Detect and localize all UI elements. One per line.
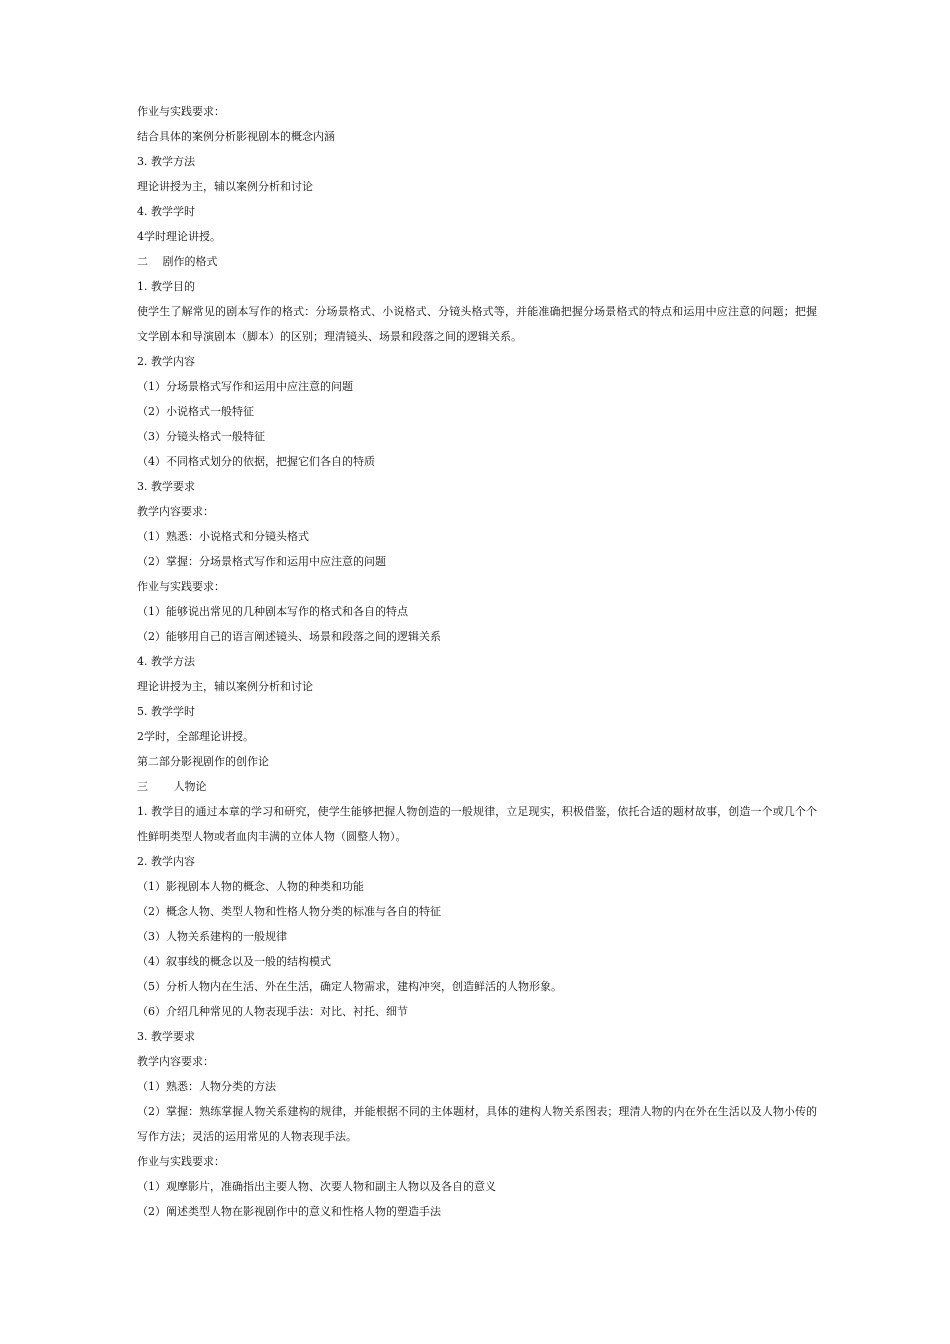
- list-item: （1）熟悉：人物分类的方法: [137, 1080, 276, 1093]
- list-item: （2）概念人物、类型人物和性格人物分类的标准与各自的特征: [137, 905, 441, 918]
- section-heading: 3. 教学方法: [137, 155, 195, 168]
- body-text: 4学时理论讲授。: [137, 230, 221, 243]
- list-item: （1）观摩影片，准确指出主要人物、次要人物和副主人物以及各自的意义: [137, 1180, 496, 1193]
- subheading: 教学内容要求：: [137, 1055, 214, 1068]
- section-heading: 2. 教学内容: [137, 355, 195, 368]
- body-paragraph: 使学生了解常见的剧本写作的格式：分场景格式、小说格式、分镜头格式等，并能准确把握分场景格式的特点和运用中应注意的问题；把握文学剧本和导演剧本（脚本）的区别；理清镜头、场景和段落之间的逻辑关系。: [137, 305, 817, 343]
- section-heading: 3. 教学要求: [137, 1030, 195, 1043]
- list-item: （5）分析人物内在生活、外在生活，确定人物需求，建构冲突，创造鲜活的人物形象。: [137, 980, 562, 993]
- body-paragraph: 1. 教学目的通过本章的学习和研究，使学生能够把握人物创造的一般规律，立足现实，积极借鉴，依托合适的题材故事，创造一个或几个个性鲜明类型人物或者血肉丰满的立体人物（圆整人物）。: [137, 805, 817, 843]
- section-heading: 3. 教学要求: [137, 480, 195, 493]
- section-heading: 4. 教学学时: [137, 205, 195, 218]
- list-item: （4）叙事线的概念以及一般的结构模式: [137, 955, 331, 968]
- homework-heading: 作业与实践要求：: [137, 1155, 225, 1168]
- body-text: 理论讲授为主，辅以案例分析和讨论: [137, 180, 313, 193]
- list-item: （2）能够用自己的语言阐述镜头、场景和段落之间的逻辑关系: [137, 630, 441, 643]
- document-page: [137, 99, 817, 1224]
- homework-heading: 作业与实践要求：: [137, 580, 225, 593]
- list-item: （1）影视剧本人物的概念、人物的种类和功能: [137, 880, 364, 893]
- list-item: （3）分镜头格式一般特征: [137, 430, 265, 443]
- list-item: （6）介绍几种常见的人物表现手法：对比、衬托、细节: [137, 1005, 408, 1018]
- body-text: 2学时，全部理论讲授。: [137, 730, 254, 743]
- part-heading: 第二部分影视剧作的创作论: [137, 755, 269, 768]
- list-item: （4）不同格式划分的依据，把握它们各自的特质: [137, 455, 375, 468]
- homework-heading: 作业与实践要求：: [137, 105, 225, 118]
- list-item: （1）熟悉：小说格式和分镜头格式: [137, 530, 309, 543]
- section-heading: 2. 教学内容: [137, 855, 195, 868]
- list-item: （2）掌握：分场景格式写作和运用中应注意的问题: [137, 555, 386, 568]
- body-text: 结合具体的案例分析影视剧本的概念内涵: [137, 130, 335, 143]
- list-item: （2）掌握：熟练掌握人物关系建构的规律，并能根据不同的主体题材，具体的建构人物关系图表；理清人物的内在外在生活以及人物小传的写作方法；灵活的运用常见的人物表现手法。: [137, 1105, 817, 1143]
- section-heading: 4. 教学方法: [137, 655, 195, 668]
- section-heading: 1. 教学目的: [137, 280, 195, 293]
- section-heading: 5. 教学学时: [137, 705, 195, 718]
- subheading: 教学内容要求：: [137, 505, 214, 518]
- chapter-heading: 二 剧作的格式: [137, 255, 218, 268]
- list-item: （1）分场景格式写作和运用中应注意的问题: [137, 380, 353, 393]
- list-item: （3）人物关系建构的一般规律: [137, 930, 287, 943]
- body-text: 理论讲授为主，辅以案例分析和讨论: [137, 680, 313, 693]
- list-item: （2）小说格式一般特征: [137, 405, 254, 418]
- list-item: （2）阐述类型人物在影视剧作中的意义和性格人物的塑造手法: [137, 1205, 441, 1218]
- chapter-heading: 三 人物论: [137, 780, 207, 793]
- list-item: （1）能够说出常见的几种剧本写作的格式和各自的特点: [137, 605, 408, 618]
